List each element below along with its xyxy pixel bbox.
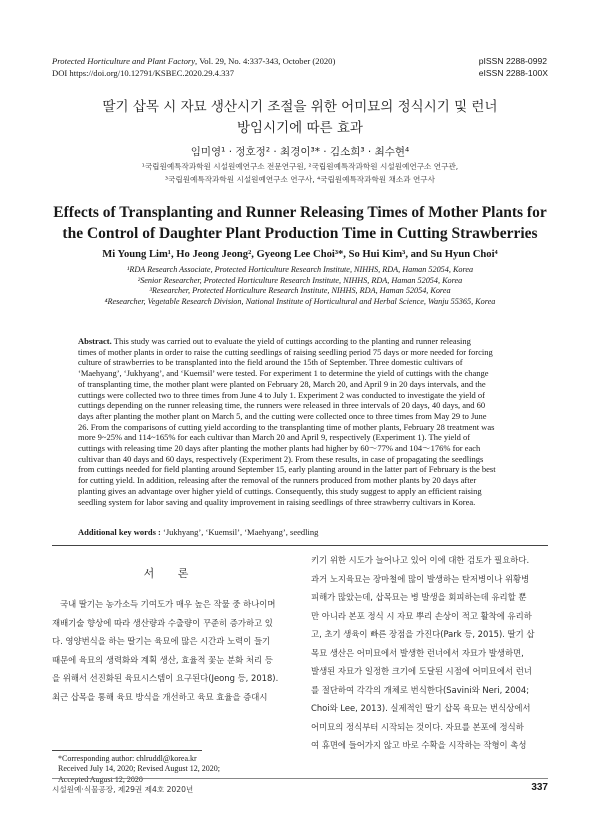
english-title-line: the Control of Daughter Plant Production Time in Cutting Strawberries bbox=[62, 225, 538, 242]
body-line: 국내 딸기는 농가소득 기여도가 매우 높은 작물 중 하나이며 bbox=[60, 599, 276, 609]
abstract-line: cuttings were collected two to three times from June 4 to July 1. Experiment 2 was conducted to investigate the yield of bbox=[78, 389, 485, 400]
korean-title-line: 방임시기에 따른 효과 bbox=[237, 120, 363, 136]
keywords-list: ‘Jukhyang’, ‘Kuemsil’, ‘Maehyang’, seedling bbox=[160, 527, 319, 537]
abstract-line: culture of strawberries to be transplanted into the field around the 15th of September. Three domestic cultivars of bbox=[78, 357, 463, 368]
korean-affiliation-line: ³국립원예특작과학원 시설원예연구소 연구사, ⁴국립원예특작과학원 채소과 연구사 bbox=[165, 175, 435, 184]
abstract-label: Abstract. bbox=[78, 336, 112, 346]
keywords-label: Additional key words : bbox=[78, 527, 161, 537]
page-number: 337 bbox=[531, 782, 548, 793]
footnote bbox=[58, 754, 220, 785]
body-line: 고, 초기 생육이 빠른 장점을 가진다(Park 등, 2015). 딸기 삽 bbox=[311, 629, 535, 639]
abstract-line: of transplanting time, the mother plant were planted on February 28, March 20, and April 9 in 20 days intervals, and the bbox=[78, 378, 486, 389]
keywords bbox=[78, 527, 524, 537]
abstract-line: days after planting the mother plant on March 5, and the cutting were collected once to three times from May 29 to June bbox=[78, 410, 487, 421]
body-line: 피해가 많았는데, 삽목묘는 병 발생을 회피하는데 유리할 뿐 bbox=[311, 592, 527, 602]
body-line: Choi와 Lee, 2013). 실제적인 딸기 삽목 육묘는 번식상에서 bbox=[311, 703, 531, 713]
abstract-line: cultivar than 40 days and 60 days, respectively (Experiment 2). From these results, in case of propagating the seedlings bbox=[78, 453, 484, 464]
abstract-line: times of mother plants in order to raise the cutting seedlings of raising seedling period 75 days or more needed for forcing bbox=[78, 346, 493, 357]
english-authors: Mi Young Lim¹, Ho Jeong Jeong², Gyeong Lee Choi³*, So Hui Kim³, and Su Hyun Choi⁴ bbox=[102, 249, 498, 260]
korean-affiliations bbox=[40, 160, 560, 186]
english-affiliation-line: ⁴Researcher, Vegetable Research Division, National Institute of Horticultural and Herbal Science, Wanju 55365, Korea bbox=[104, 296, 496, 306]
body-line: 만 아니라 본포 정식 시 자묘 뿌리 손상이 적고 활착에 유리하 bbox=[311, 610, 532, 621]
footer-divider bbox=[52, 778, 548, 779]
english-title-line: Effects of Transplanting and Runner Releasing Times of Mother Plants for bbox=[53, 204, 547, 221]
english-affiliation-line: ³Researcher, Protected Horticulture Research Institute, NIHHS, RDA, Haman 52054, Korea bbox=[149, 286, 451, 296]
english-title bbox=[30, 202, 570, 244]
korean-affiliation-line: ¹국립원예특작과학원 시설원예연구소 전문연구원, ²국립원예특작과학원 시설원예연구소 연구관, bbox=[141, 162, 459, 171]
body-line: 과거 노지육묘는 장마철에 많이 발생하는 탄저병이나 위황병 bbox=[311, 573, 530, 584]
english-affiliation-line: ¹RDA Research Associate, Protected Horticulture Research Institute, NIHHS, RDA, Haman 52054, Korea bbox=[126, 265, 474, 274]
abstract-line: more 9~25% and 114~165% for each cultivar than March 20 and April 9, respectively (Experiment 1). The yield of bbox=[78, 432, 471, 443]
abstract-line: This study was carried out to evaluate the yield of cuttings according to the planting and runner releasing bbox=[113, 336, 471, 346]
body-line: 목묘 생산은 어미묘에서 발생한 런너에서 자묘가 발생하면, bbox=[311, 647, 524, 658]
korean-title bbox=[40, 97, 560, 139]
body-left-column bbox=[52, 595, 290, 706]
body-line: 어미묘의 정식부터 시작되는 것이다. 자묘를 본포에 정식하 bbox=[311, 721, 524, 732]
issn-block bbox=[479, 55, 548, 79]
abstract-line: seedling system for labor saving and quality improvement in raising seedlings of three strawberry cultivars in Korea. bbox=[78, 496, 476, 507]
journal-citation: , Vol. 29, No. 4:337-343, October (2020) bbox=[195, 56, 336, 66]
body-line: 다. 영양번식을 하는 딸기는 육묘에 많은 시간과 노력이 들기 bbox=[52, 636, 271, 646]
footnote-divider bbox=[52, 750, 202, 751]
english-affiliation-line: ²Senior Researcher, Protected Horticulture Research Institute, NIHHS, RDA, Haman 52054, Korea bbox=[137, 275, 463, 285]
abstract-line: planting gives an advantage over higher yield of cuttings. Consequently, this study suggest to apply an efficient raising bbox=[78, 485, 482, 496]
body-line: 키기 위한 시도가 늘어나고 있어 이에 대한 검토가 필요하다. bbox=[311, 555, 530, 565]
pissn: pISSN 2288-0992 bbox=[478, 56, 548, 66]
corresponding-author: *Corresponding author: chlruddl@korea.kr bbox=[58, 754, 197, 763]
journal-header bbox=[52, 55, 335, 79]
body-line: 을 위해서 선진화된 육묘시스템이 요구된다(Jeong 등, 2018). bbox=[52, 673, 279, 683]
body-line: 를 절단하여 각각의 개체로 번식한다(Savini와 Neri, 2004; bbox=[311, 684, 530, 695]
abstract-line: ‘Maehyang’, ‘Jukhyang’, and ‘Kuemsil’ were tested. For experiment 1 to determine the yield of cuttings with the change bbox=[78, 368, 489, 379]
body-line: 최근 삽목을 통해 육묘 방식을 개선하고 육묘 효율을 증대시 bbox=[52, 691, 268, 702]
eissn: eISSN 2288-100X bbox=[478, 68, 548, 78]
korean-title-line: 딸기 삽목 시 자묘 생산시기 조절을 위한 어미묘의 정식시기 및 런너 bbox=[102, 99, 498, 115]
accepted-date: Accepted August 12, 2020 bbox=[58, 774, 143, 784]
body-line: 발생된 자묘가 일정한 크기에 도달된 시점에 어미묘에서 런너 bbox=[311, 666, 532, 676]
abstract-line: for cutting yield. In addition, releasing after the removal of the runners produced from mother plants by 20 days after bbox=[78, 475, 477, 486]
abstract-line: cuttings depending on the runner releasing time, the runners were released in three intervals of 20 days, 40 days, and 60 bbox=[78, 400, 486, 411]
abstract-line: from cuttings needed for field planting around September 15, early planting around in the latter part of February is the best bbox=[78, 464, 496, 475]
doi: DOI https://doi.org/10.12791/KSBEC.2020.29.4.337 bbox=[52, 68, 234, 78]
english-affiliations bbox=[30, 265, 570, 307]
journal-name: Protected Horticulture and Plant Factory bbox=[52, 56, 196, 66]
body-line: 때문에 육묘의 생력화와 계획 생산, 효율적 꽃눈 분화 처리 등 bbox=[52, 654, 273, 665]
body-right-column bbox=[311, 551, 549, 755]
korean-authors: 임미영¹ · 정호정² · 최경이³* · 김소희³ · 최수현⁴ bbox=[190, 146, 410, 158]
section-divider bbox=[52, 545, 548, 546]
section-heading: 서 론 bbox=[143, 567, 199, 580]
abstract-line: cuttings with releasing time 20 days after planting the mother plants had higher by 60～77% and 104～176% for each bbox=[78, 443, 481, 454]
abstract bbox=[78, 336, 524, 507]
footer-journal: 시설원예·식물공장, 제29권 제4호 2020년 bbox=[52, 785, 194, 794]
received-dates: Received July 14, 2020; Revised August 12, 2020; bbox=[58, 764, 220, 774]
abstract-line: 26. From the comparisons of cutting yield according to the transplanting time of mother plants, February 28 treatment was bbox=[78, 421, 495, 432]
body-line: 재배기술 향상에 따라 생산량과 수출량이 꾸준히 증가하고 있 bbox=[52, 617, 273, 628]
body-line: 여 휴면에 들어가지 않고 바로 수확을 시작하는 작형이 촉성 bbox=[311, 740, 527, 750]
